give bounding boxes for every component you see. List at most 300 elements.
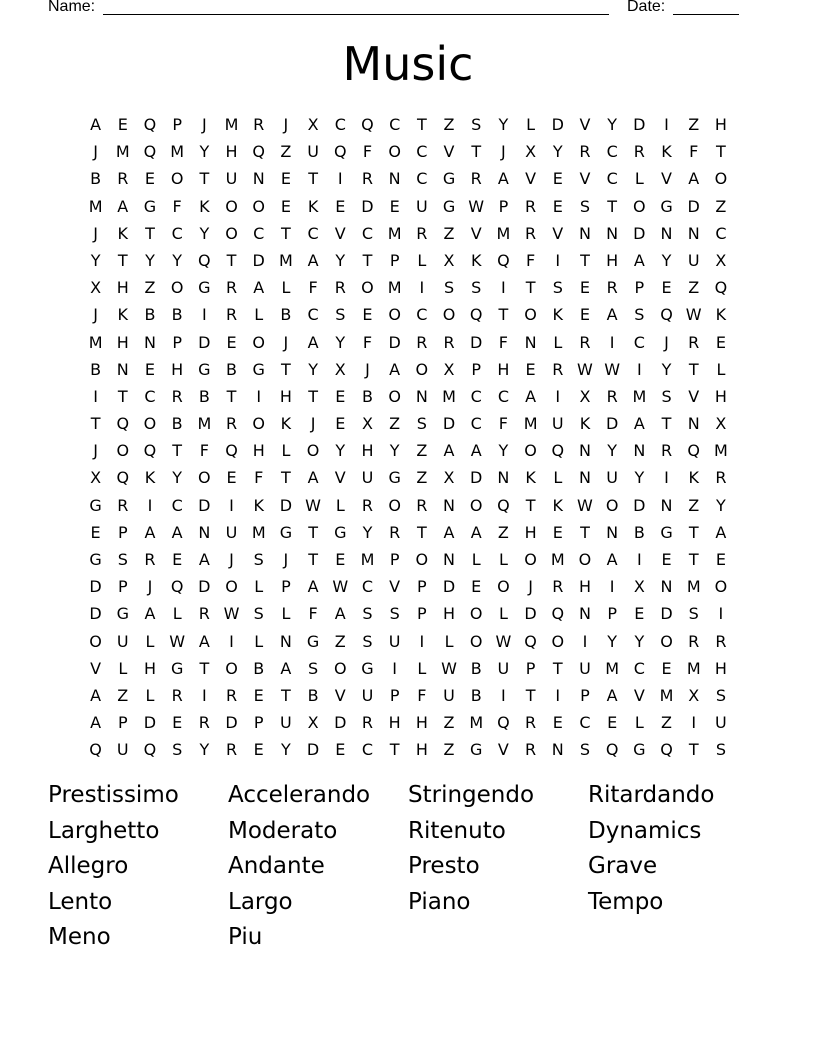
grid-letter: W (468, 196, 485, 216)
grid-letter: E (144, 359, 156, 379)
grid-letter: Q (225, 441, 238, 461)
grid-letter: M (115, 142, 130, 162)
grid-letter: T (389, 740, 400, 760)
grid-letter: T (688, 522, 699, 542)
grid-letter: L (145, 631, 155, 651)
grid-letter: M (632, 386, 647, 406)
grid-letter: R (416, 495, 428, 515)
grid-letter: Z (443, 223, 455, 243)
grid-letter: T (661, 414, 672, 434)
date-blank-line (673, 14, 739, 15)
grid-letter: N (687, 414, 700, 434)
grid-letter: P (389, 685, 400, 705)
grid-letter: E (280, 169, 291, 189)
grid-letter: K (661, 142, 672, 162)
grid-letter: L (417, 250, 427, 270)
grid-letter: K (280, 414, 292, 434)
grid-letter: P (498, 196, 509, 216)
grid-letter: T (145, 223, 155, 243)
grid-letter: Z (117, 685, 129, 705)
grid-letter: T (308, 550, 318, 569)
grid-letter: E (362, 305, 373, 325)
grid-letter: C (307, 223, 319, 243)
grid-letter: U (715, 713, 727, 733)
grid-letter: H (714, 658, 727, 678)
grid-letter: P (389, 550, 400, 569)
grid-letter: O (469, 631, 483, 651)
grid-letter: I (201, 685, 207, 705)
grid-letter: H (116, 278, 129, 298)
grid-letter: I (609, 332, 615, 352)
grid-letter: R (361, 495, 374, 515)
grid-letter: S (579, 740, 591, 760)
grid-letter: S (552, 278, 563, 298)
grid-letter: L (335, 495, 345, 515)
grid-letter: E (715, 332, 726, 352)
grid-letter: V (661, 169, 672, 189)
grid-row (82, 464, 735, 491)
grid-letter: O (361, 278, 374, 298)
grid-row (82, 274, 735, 301)
word-list-item: Dynamics (588, 817, 702, 844)
grid-letter: L (553, 468, 563, 488)
grid-letter: T (525, 495, 536, 515)
grid-letter: C (144, 386, 156, 406)
grid-letter: D (660, 604, 673, 624)
grid-letter: A (470, 441, 482, 461)
grid-letter: Z (715, 196, 727, 216)
grid-letter: Y (172, 468, 183, 488)
grid-letter: F (172, 196, 182, 216)
grid-letter: O (252, 332, 266, 352)
grid-letter: O (578, 550, 592, 569)
grid-letter: O (198, 468, 211, 488)
grid-letter: N (198, 522, 211, 542)
grid-letter: E (607, 713, 618, 733)
grid-letter: Y (335, 441, 346, 461)
grid-letter: A (307, 332, 319, 352)
grid-letter: R (525, 713, 537, 733)
grid-letter: H (415, 740, 428, 760)
grid-letter: Q (143, 740, 157, 760)
grid-letter: Y (308, 359, 318, 379)
grid-letter: A (470, 522, 482, 542)
grid-letter: U (415, 196, 428, 216)
grid-letter: Z (688, 115, 700, 134)
grid-letter: Y (172, 250, 183, 270)
grid-letter: M (387, 278, 402, 298)
grid-letter: N (606, 223, 619, 243)
grid-letter: D (279, 495, 293, 515)
word-list-item: Allegro (48, 853, 129, 879)
grid-row (82, 600, 735, 627)
grid-letter: V (579, 115, 591, 134)
grid-letter: H (497, 359, 510, 379)
grid-letter: R (171, 386, 183, 406)
grid-letter: G (89, 550, 102, 569)
grid-letter: P (471, 359, 482, 379)
grid-letter: K (199, 196, 210, 216)
grid-letter: S (661, 386, 672, 406)
grid-letter: J (93, 223, 98, 243)
grid-letter: T (580, 522, 590, 542)
grid-letter: P (417, 577, 427, 597)
grid-letter: R (525, 223, 537, 243)
grid-letter: E (90, 522, 101, 542)
grid-letter: R (389, 522, 401, 542)
grid-letter: O (442, 305, 456, 325)
grid-letter: C (606, 169, 618, 189)
grid-letter: T (308, 386, 318, 406)
grid-letter: E (389, 196, 400, 216)
grid-letter: I (636, 359, 642, 379)
grid-letter: Y (552, 142, 563, 162)
grid-letter: D (306, 740, 320, 760)
grid-letter: G (143, 196, 157, 216)
grid-letter: N (524, 332, 537, 352)
grid-letter: T (90, 414, 101, 434)
grid-letter: N (116, 359, 129, 379)
grid-letter: O (605, 495, 619, 515)
grid-letter: P (117, 577, 128, 597)
grid-letter: O (524, 305, 537, 325)
grid-letter: B (280, 305, 292, 325)
grid-letter: N (443, 550, 456, 569)
grid-letter: T (172, 441, 183, 461)
grid-letter: Q (143, 441, 157, 461)
grid-letter: Y (281, 740, 291, 760)
grid-letter: Q (170, 577, 184, 597)
grid-letter: T (308, 169, 318, 189)
grid-letter: J (528, 577, 533, 597)
grid-letter: G (633, 740, 646, 760)
grid-letter: C (497, 386, 509, 406)
grid-letter: Q (497, 713, 510, 733)
grid-letter: E (226, 332, 237, 352)
word-list-item: Accelerando (228, 782, 371, 808)
grid-letter: T (281, 468, 291, 488)
grid-letter: L (417, 658, 427, 678)
grid-letter: K (144, 468, 156, 488)
word-list-item: Andante (228, 853, 325, 879)
grid-letter: J (147, 577, 153, 597)
grid-letter: Q (143, 115, 157, 134)
grid-letter: H (714, 386, 727, 406)
grid-letter: M (469, 713, 484, 733)
grid-letter: Q (551, 604, 565, 624)
grid-letter: F (254, 468, 264, 488)
grid-letter: M (387, 223, 402, 243)
word-list-item: Largo (228, 888, 293, 915)
grid-letter: F (525, 250, 536, 270)
grid-row (82, 247, 735, 274)
grid-letter: F (308, 604, 318, 624)
grid-letter: N (606, 522, 619, 542)
grid-letter: L (254, 305, 264, 325)
grid-letter: K (470, 250, 482, 270)
grid-letter: Z (443, 713, 455, 733)
grid-letter: P (172, 332, 182, 352)
grid-letter: M (714, 441, 728, 461)
grid-letter: Q (116, 468, 130, 488)
grid-letter: N (143, 332, 156, 352)
grid-letter: A (389, 359, 401, 379)
grid-letter: B (470, 658, 482, 678)
grid-letter: V (579, 169, 591, 189)
grid-letter: C (334, 115, 346, 134)
grid-letter: O (143, 414, 157, 434)
grid-letter: U (579, 658, 591, 678)
grid-letter: A (198, 550, 210, 569)
grid-letter: G (198, 359, 211, 379)
grid-letter: X (688, 685, 700, 705)
grid-letter: R (579, 142, 591, 162)
grid-letter: Y (145, 250, 155, 270)
grid-letter: P (117, 713, 128, 733)
grid-letter: P (417, 604, 427, 624)
grid-letter: K (307, 196, 319, 216)
grid-letter: R (688, 332, 700, 352)
grid-letter: Y (661, 250, 672, 270)
grid-letter: V (688, 386, 700, 406)
grid-letter: H (388, 713, 401, 733)
grid-letter: R (117, 495, 129, 515)
grid-letter: O (116, 441, 130, 461)
grid-letter: Q (660, 305, 673, 325)
grid-letter: Y (199, 142, 210, 162)
grid-letter: R (470, 169, 482, 189)
grid-letter: X (361, 414, 373, 434)
grid-letter: P (172, 115, 182, 134)
grid-letter: V (525, 169, 537, 189)
grid-row (82, 709, 735, 736)
grid-letter: O (469, 604, 483, 624)
grid-row (82, 138, 735, 165)
grid-letter: X (715, 414, 727, 434)
grid-letter: Z (661, 713, 673, 733)
grid-letter: E (280, 196, 291, 216)
grid-letter: R (198, 604, 210, 624)
grid-letter: Z (688, 278, 700, 298)
grid-letter: L (281, 278, 291, 298)
grid-letter: L (145, 685, 155, 705)
grid-letter: O (170, 278, 184, 298)
grid-letter: A (90, 115, 102, 134)
grid-letter: H (116, 332, 129, 352)
grid-letter: U (225, 169, 238, 189)
grid-letter: O (551, 631, 565, 651)
grid-letter: I (501, 278, 506, 298)
grid-letter: X (443, 468, 455, 488)
grid-letter: H (361, 441, 374, 461)
grid-letter: Y (634, 468, 645, 488)
grid-letter: C (416, 142, 428, 162)
grid-letter: P (525, 658, 536, 678)
grid-letter: H (578, 577, 591, 597)
grid-letter: F (308, 278, 318, 298)
word-list-item: Grave (588, 853, 658, 879)
grid-letter: T (281, 223, 291, 243)
grid-letter: E (661, 550, 672, 569)
grid-letter: E (335, 386, 346, 406)
word-list-item: Ritenuto (408, 817, 506, 844)
grid-letter: Q (497, 250, 510, 270)
grid-letter: N (252, 169, 265, 189)
grid-letter: P (389, 250, 400, 270)
grid-letter: X (90, 278, 102, 298)
grid-letter: O (633, 196, 646, 216)
grid-letter: Q (333, 142, 347, 162)
grid-letter: O (469, 495, 483, 515)
grid-letter: H (171, 359, 184, 379)
grid-letter: X (307, 713, 319, 733)
grid-letter: T (471, 142, 482, 162)
grid-letter: E (117, 115, 128, 134)
grid-letter: X (525, 142, 537, 162)
grid-letter: R (715, 468, 727, 488)
grid-letter: Z (389, 414, 401, 434)
grid-letter: R (225, 278, 238, 298)
grid-letter: C (171, 495, 183, 515)
grid-row (82, 301, 735, 328)
grid-letter: G (89, 495, 102, 515)
grid-letter: T (580, 250, 590, 270)
grid-letter: T (226, 386, 237, 406)
grid-letter: A (497, 169, 509, 189)
grid-letter: N (660, 495, 673, 515)
grid-letter: R (552, 359, 564, 379)
grid-letter: I (664, 115, 669, 134)
grid-letter: V (633, 685, 645, 705)
grid-letter: M (251, 522, 266, 542)
grid-letter: E (471, 577, 482, 597)
grid-letter: A (144, 522, 156, 542)
grid-letter: M (496, 223, 511, 243)
grid-letter: K (579, 414, 591, 434)
grid-letter: G (660, 196, 673, 216)
grid-row (82, 220, 735, 247)
grid-letter: O (660, 631, 673, 651)
grid-letter: N (687, 223, 700, 243)
grid-letter: L (281, 604, 291, 624)
grid-letter: H (606, 250, 619, 270)
grid-letter: D (198, 577, 211, 597)
grid-letter: T (525, 685, 536, 705)
grid-letter: B (633, 522, 645, 542)
grid-letter: D (633, 115, 646, 134)
grid-row (82, 736, 735, 763)
grid-letter: Y (607, 115, 618, 134)
grid-letter: I (555, 685, 561, 705)
grid-letter: D (143, 713, 157, 733)
grid-letter: E (579, 305, 591, 325)
grid-letter: S (389, 604, 400, 624)
grid-letter: B (171, 414, 183, 434)
grid-letter: C (361, 223, 374, 243)
grid-letter: A (144, 604, 156, 624)
grid-letter: G (388, 468, 401, 488)
grid-letter: T (498, 305, 509, 325)
grid-letter: A (117, 196, 129, 216)
grid-row (82, 655, 735, 682)
grid-letter: F (689, 142, 699, 162)
grid-letter: Y (335, 250, 346, 270)
grid-letter: E (335, 550, 346, 569)
grid-letter: I (229, 631, 234, 651)
grid-letter: V (334, 685, 346, 705)
grid-letter: C (416, 169, 428, 189)
grid-letter: D (442, 577, 456, 597)
grid-letter: O (524, 441, 537, 461)
grid-letter: Q (605, 740, 619, 760)
grid-letter: D (388, 332, 401, 352)
grid-letter: Y (199, 740, 210, 760)
grid-letter: K (525, 468, 536, 488)
grid-letter: D (89, 604, 102, 624)
grid-letter: I (229, 495, 234, 515)
grid-letter: Z (688, 495, 700, 515)
grid-letter: A (307, 250, 319, 270)
grid-letter: F (417, 685, 427, 705)
grid-letter: Q (198, 250, 211, 270)
grid-letter: S (253, 604, 264, 624)
word-list-item: Presto (408, 853, 480, 879)
grid-letter: A (198, 631, 210, 651)
grid-letter: J (501, 142, 506, 162)
date-label: Date: (627, 0, 666, 15)
grid-letter: C (253, 223, 265, 243)
grid-letter: K (117, 223, 129, 243)
grid-letter: O (714, 169, 728, 189)
grid-letter: D (252, 250, 265, 270)
grid-letter: P (634, 278, 645, 298)
grid-letter: T (688, 550, 699, 569)
grid-letter: L (526, 115, 536, 134)
word-list-item: Moderato (228, 817, 338, 844)
grid-letter: T (688, 740, 699, 760)
grid-letter: J (229, 550, 234, 569)
grid-letter: P (117, 522, 128, 542)
grid-letter: W (577, 359, 593, 379)
grid-letter: Z (416, 468, 428, 488)
grid-letter: R (361, 713, 374, 733)
grid-letter: R (606, 278, 618, 298)
grid-letter: A (606, 305, 618, 325)
grid-letter: F (498, 332, 508, 352)
grid-letter: X (633, 577, 645, 597)
grid-letter: Y (498, 115, 509, 134)
grid-letter: X (443, 250, 455, 270)
grid-letter: J (283, 332, 289, 352)
grid-letter: C (633, 332, 645, 352)
grid-letter: G (198, 278, 211, 298)
grid-letter: Q (497, 495, 510, 515)
grid-letter: K (117, 305, 129, 325)
grid-letter: M (170, 142, 185, 162)
grid-letter: S (634, 305, 645, 325)
grid-letter: A (307, 577, 319, 597)
grid-letter: N (578, 223, 591, 243)
grid-letter: K (688, 468, 699, 488)
grid-letter: B (144, 305, 156, 325)
grid-letter: S (443, 278, 455, 298)
grid-letter: C (715, 223, 727, 243)
grid-letter: R (606, 386, 618, 406)
grid-letter: A (253, 278, 265, 298)
grid-letter: O (225, 658, 238, 678)
grid-letter: W (685, 305, 702, 325)
grid-row (82, 193, 735, 220)
